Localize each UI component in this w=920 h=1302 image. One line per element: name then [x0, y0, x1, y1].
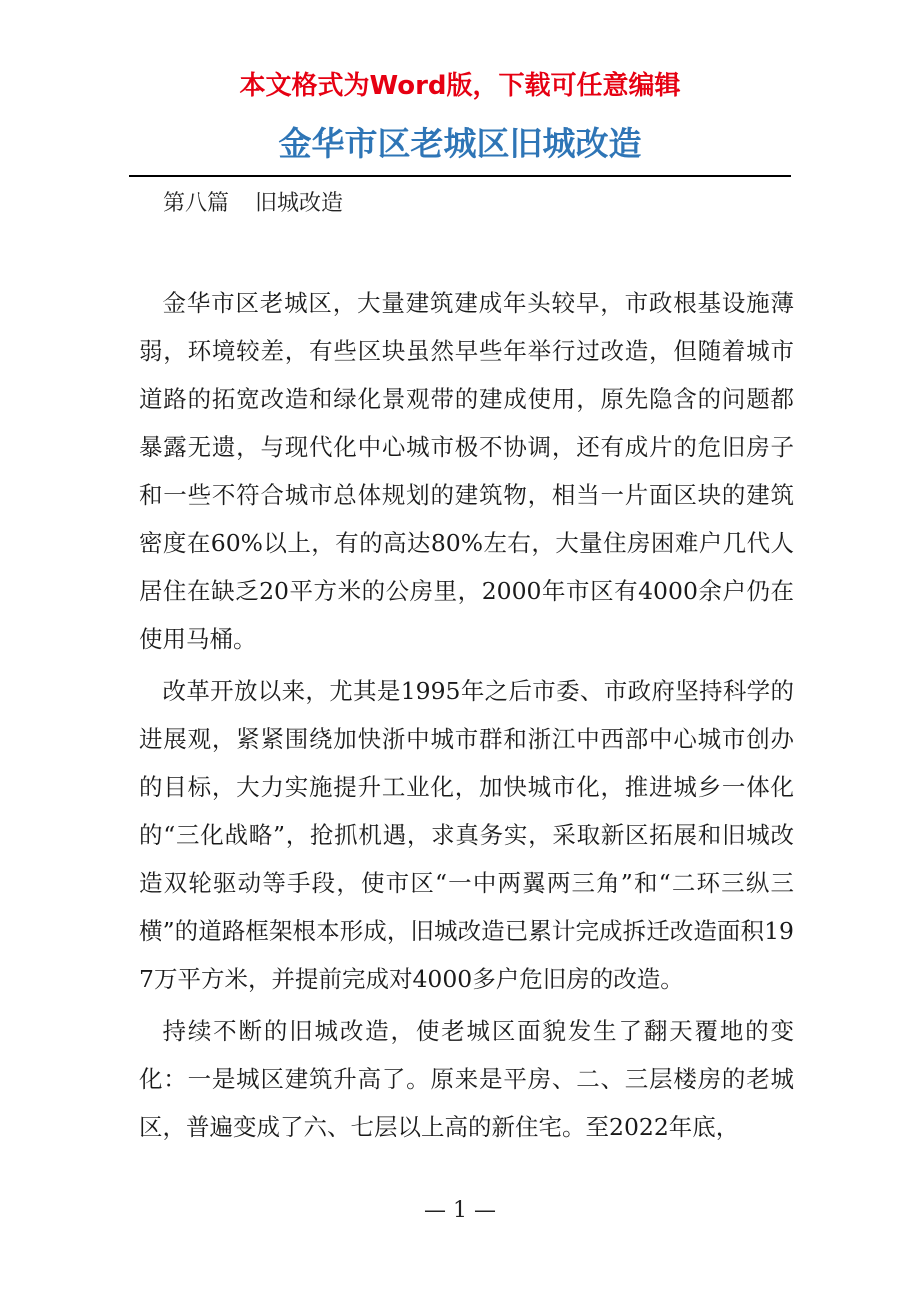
format-notice-banner: 本文格式为Word版，下载可任意编辑 — [239, 71, 681, 101]
document-body — [139, 279, 794, 1151]
page-number: — 1 — — [424, 1198, 496, 1223]
document-title: 金华市区老城区旧城改造 — [278, 124, 642, 163]
chapter-number: 第八篇 — [163, 191, 230, 216]
chapter-name: 旧城改造 — [255, 191, 344, 216]
chapter-heading — [163, 186, 343, 222]
paragraph-1: 金华市区老城区，大量建筑建成年头较早，市政根基设施薄弱，环境较差，有些区块虽然早些年举行过改造，但随着城市道路的拓宽改造和绿化景观带的建成使用，原先隐含的问题都暴露无遗，与现代化中心城市极不协调，还有成片的危旧房子和一些不符合城市总体规划的建筑物，相当一片面区块的建筑密度在60%以上，有的高达80%左右，大量住房困难户几代人居住在缺乏20平方米的公房里，2000年市区有4000余户仍在使用马桶。 — [139, 289, 794, 653]
title-divider — [129, 175, 791, 177]
paragraph-3: 持续不断的旧城改造，使老城区面貌发生了翻天覆地的变化：一是城区建筑升高了。原来是平房、二、三层楼房的老城区，普遍变成了六、七层以上高的新住宅。至2022年底， — [139, 1017, 794, 1141]
paragraph-2: 改革开放以来，尤其是1995年之后市委、市政府坚持科学的进展观，紧紧围绕加快浙中城市群和浙江中西部中心城市创办的目标，大力实施提升工业化，加快城市化，推进城乡一体化的“三化战略”，抢抓机遇，求真务实，采取新区拓展和旧城改造双轮驱动等手段，使市区“一中两翼两三角”和“二环三纵三横”的道路框架根本形成，旧城改造已累计完成拆迁改造面积197万平方米，并提前完成对4000多户危旧房的改造。 — [139, 677, 794, 993]
